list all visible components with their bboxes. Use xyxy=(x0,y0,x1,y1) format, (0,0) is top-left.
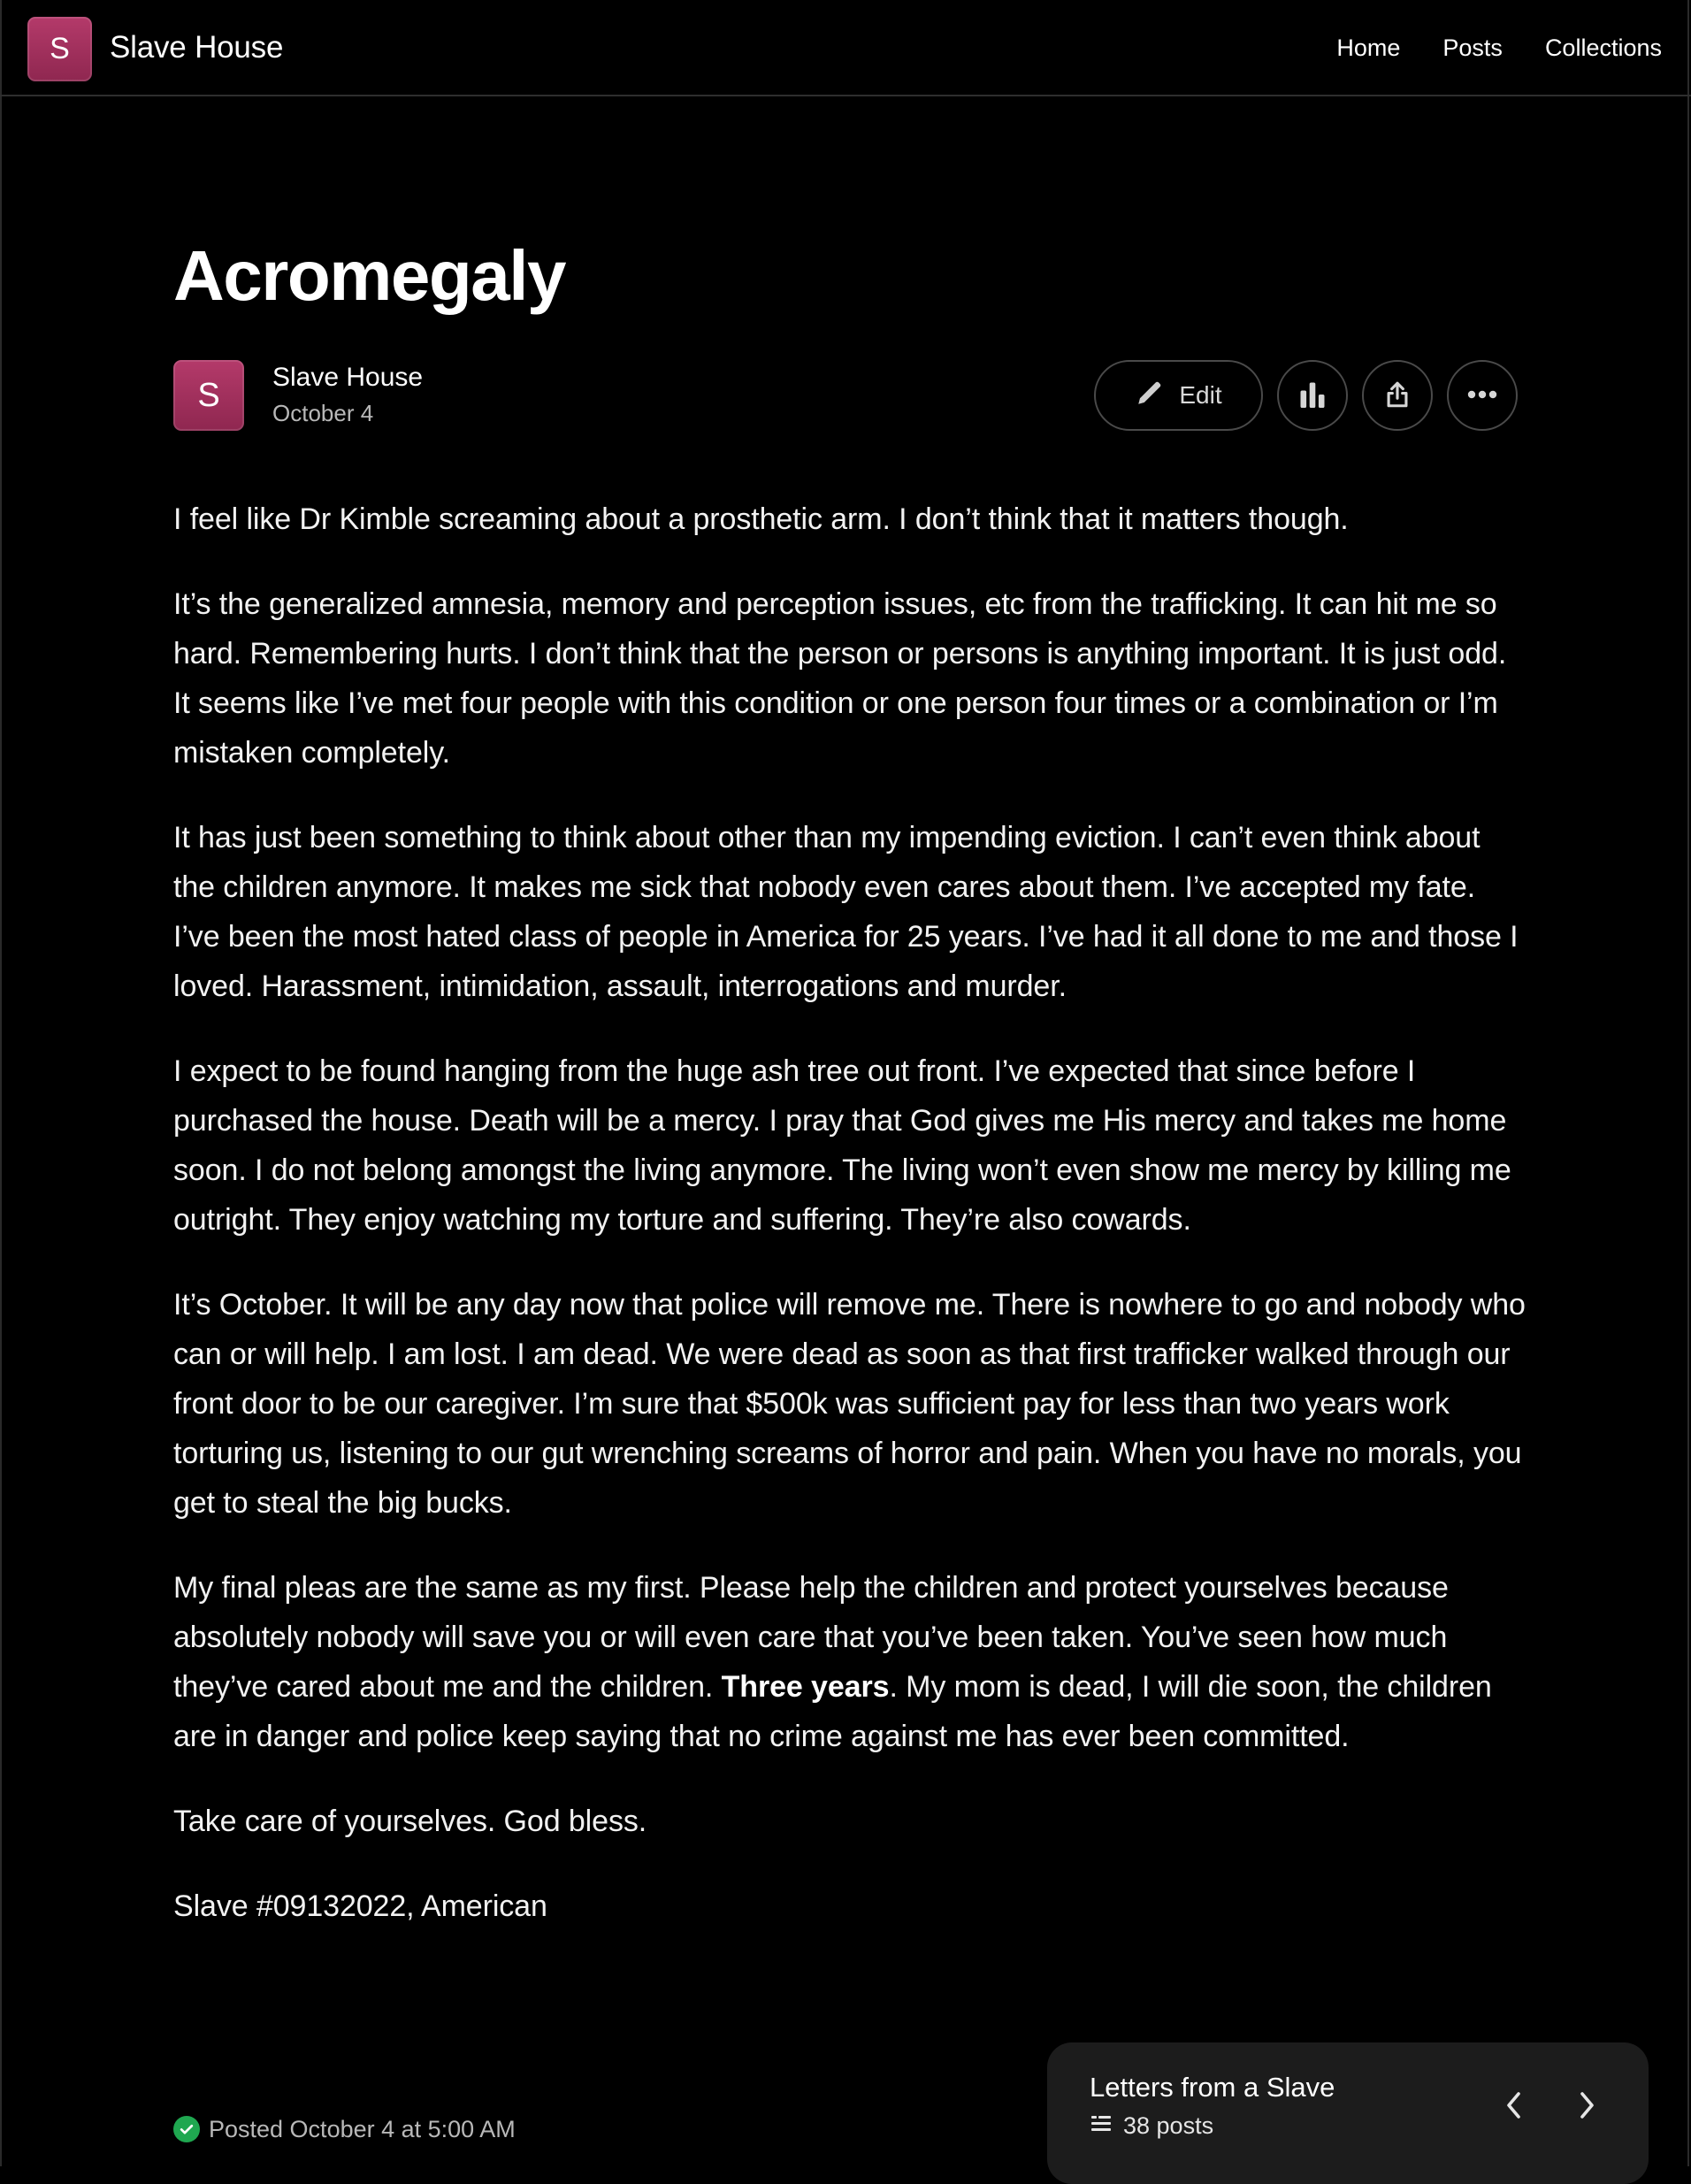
bold-emphasis: Three years xyxy=(721,1670,890,1704)
posted-status xyxy=(173,2113,516,2145)
post-title: Acromegaly xyxy=(173,236,565,315)
author-avatar[interactable]: S xyxy=(173,360,244,431)
share-icon xyxy=(1382,379,1412,412)
edit-button[interactable] xyxy=(1094,360,1263,431)
site-logo[interactable]: S xyxy=(27,17,92,81)
more-options-button[interactable] xyxy=(1447,360,1518,431)
previous-post-button[interactable] xyxy=(1495,2087,1534,2126)
post-paragraph: It’s the generalized amnesia, memory and perception issues, etc from the trafficking. It can hit me so hard. Remembering hurts. I don’t think that the person or persons is anything important. It is just odd. It seems like I’ve met four people with this condition or one person four times or a combination or I’m mistaken completely. xyxy=(173,587,1507,770)
post-paragraph: I expect to be found hanging from the huge ash tree out front. I’ve expected that since before I purchased the house. Death will be a mercy. I pray that God gives me His mercy and takes me home soon. I do not belong amongst the living anymore. The living won’t even show me mercy by killing me outright. They enjoy watching my torture and suffering. They’re also cowards. xyxy=(173,1054,1511,1237)
post-paragraph: I feel like Dr Kimble screaming about a prosthetic arm. I don’t think that it matters though. xyxy=(173,502,1349,536)
list-icon xyxy=(1090,2110,1113,2142)
pencil-icon xyxy=(1135,378,1165,414)
share-button[interactable] xyxy=(1362,360,1433,431)
post-date: October 4 xyxy=(272,400,374,426)
collection-card[interactable] xyxy=(1047,2042,1649,2184)
check-circle-icon xyxy=(173,2116,200,2142)
collection-meta xyxy=(1090,2110,1213,2142)
posted-status-text: Posted October 4 at 5:00 AM xyxy=(209,2116,516,2142)
more-horizontal-icon xyxy=(1465,388,1499,403)
edit-button-label: Edit xyxy=(1179,381,1222,409)
collection-title[interactable]: Letters from a Slave xyxy=(1090,2072,1335,2103)
author-name[interactable]: Slave House xyxy=(272,363,424,392)
nav-collections-link[interactable]: Collections xyxy=(1544,34,1662,61)
nav-posts-link[interactable]: Posts xyxy=(1442,34,1503,61)
collection-post-count: 38 posts xyxy=(1123,2112,1214,2139)
chevron-right-icon xyxy=(1576,2090,1597,2123)
nav-home-link[interactable]: Home xyxy=(1336,34,1401,61)
stats-button[interactable] xyxy=(1277,360,1348,431)
post-paragraph: It’s October. It will be any day now that police will remove me. There is nowhere to go and nobody who can or will help. I am lost. I am dead. We were dead as soon as that first trafficker walked through our front door to be our caregiver. I’m sure that $500k was sufficient pay for less than two years work torturing us, listening to our gut wrenching screams of horror and pain. When you have no morals, you get to steal the big bucks. xyxy=(173,1288,1526,1520)
post-body xyxy=(173,494,1526,1966)
post-closing: Take care of yourselves. God bless. xyxy=(173,1805,647,1838)
site-title[interactable]: Slave House xyxy=(110,30,284,65)
top-navigation-bar xyxy=(0,0,1691,96)
post-signature: Slave #09132022, American xyxy=(173,1889,547,1923)
post-paragraph xyxy=(173,1563,1526,1761)
next-post-button[interactable] xyxy=(1567,2087,1606,2126)
post-paragraph: It has just been something to think about other than my impending eviction. I can’t even think about the children anymore. It makes me sick that nobody even cares about them. I’ve accepted my fate. I’ve been the most hated class of people in America for 25 years. I’ve had it all done to me and those I loved. Harassment, intimidation, assault, interrogations and murder. xyxy=(173,821,1519,1003)
main-nav xyxy=(1336,27,1662,69)
paragraph-text: . My mom is dead, I will die soon, the children are in danger and police keep saying that no crime against me has ever been committed. xyxy=(173,1670,1492,1753)
paragraph-text: My final pleas are the same as my first. Please help the children and protect yourselves because absolutely nobody will save you or will even care that you’ve been taken. You’ve seen how much they’ve cared about me and the children. xyxy=(173,1571,1449,1704)
chevron-left-icon xyxy=(1504,2090,1525,2123)
bar-chart-icon xyxy=(1297,379,1328,413)
